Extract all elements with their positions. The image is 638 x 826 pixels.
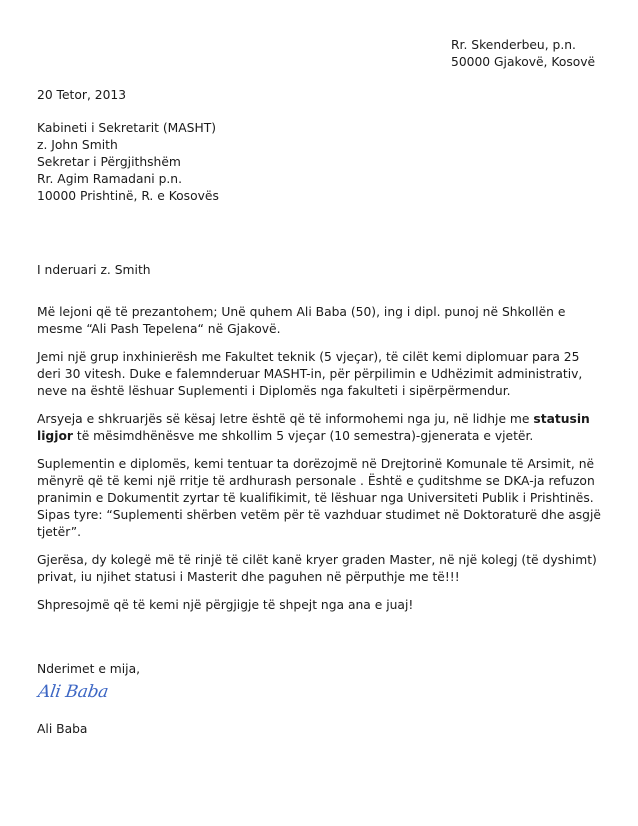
recipient-line: 10000 Prishtinë, R. e Kosovës — [37, 189, 219, 203]
recipient-line: Kabineti i Sekretarit (MASHT) — [37, 121, 217, 135]
recipient-line: Sekretar i Përgjithshëm — [37, 155, 181, 169]
letter-body — [37, 304, 603, 625]
body-paragraph — [37, 411, 603, 445]
closing: Nderimet e mija, — [37, 662, 141, 676]
sender-address-line: Rr. Skenderbeu, p.n. — [451, 38, 576, 52]
handwritten-signature: Ali Baba — [36, 682, 110, 702]
sender-address-line: 50000 Gjakovë, Kosovë — [451, 55, 596, 69]
sender-address — [451, 37, 631, 71]
recipient-line: Rr. Agim Ramadani p.n. — [37, 172, 183, 186]
recipient-line: z. John Smith — [37, 138, 118, 152]
body-text: Arsyeja e shkruarjës së kësaj letre është që të informohemi nga ju, në lidhje me — [37, 412, 534, 426]
body-paragraph: Më lejoni që të prezantohem; Unë quhem Ali Baba (50), ing i dipl. punoj në Shkollën e mesme “Ali Pash Tepelena“ në Gjakovë. — [37, 305, 566, 336]
body-paragraph: Jemi një grup inxhinierësh me Fakultet teknik (5 vjeçar), të cilët kemi diplomuar para 25 deri 30 vitesh. Duke e falemnderuar MASHT-in, për përpilimin e Udhëzimit administrativ, neve na është lëshuar Suplementi i Diplomës nga fakulteti i sipërpërmendur. — [37, 350, 583, 398]
letter-date: 20 Tetor, 2013 — [37, 88, 127, 102]
body-paragraph: Gjerësa, dy kolegë më të rinjë të cilët kanë kryer graden Master, në një kolegj (të dyshimt) privat, iu njihet statusi i Masterit dhe paguhen në përputhje me të!!! — [37, 553, 597, 584]
recipient-address — [37, 120, 219, 205]
body-text: të mësimdhënësve me shkollim 5 vjeçar (10 semestra)-gjenerata e vjetër. — [72, 429, 534, 443]
body-paragraph: Suplementin e diplomës, kemi tentuar ta dorëzojmë në Drejtorinë Komunale të Arsimit, në mënyrë që të kemi një rritje të ardhurash personale . Është e çuditshme se DKA-ja refuzon pranimin e Dokumentit zyrtar të kualifikimit, të lëshuar nga Universiteti Publik i Prishtinës. Sipas tyre: “Suplementi shërben vetëm për të vazhduar studimet në Doktoraturë dhe asgjë tjetër”. — [37, 457, 601, 539]
salutation: I nderuari z. Smith — [37, 263, 151, 277]
body-paragraph: Shpresojmë që të kemi një përgjigje të shpejt nga ana e juaj! — [37, 598, 414, 612]
body-bold-text: statusin ligjor — [37, 412, 590, 443]
signer-name: Ali Baba — [37, 722, 88, 736]
